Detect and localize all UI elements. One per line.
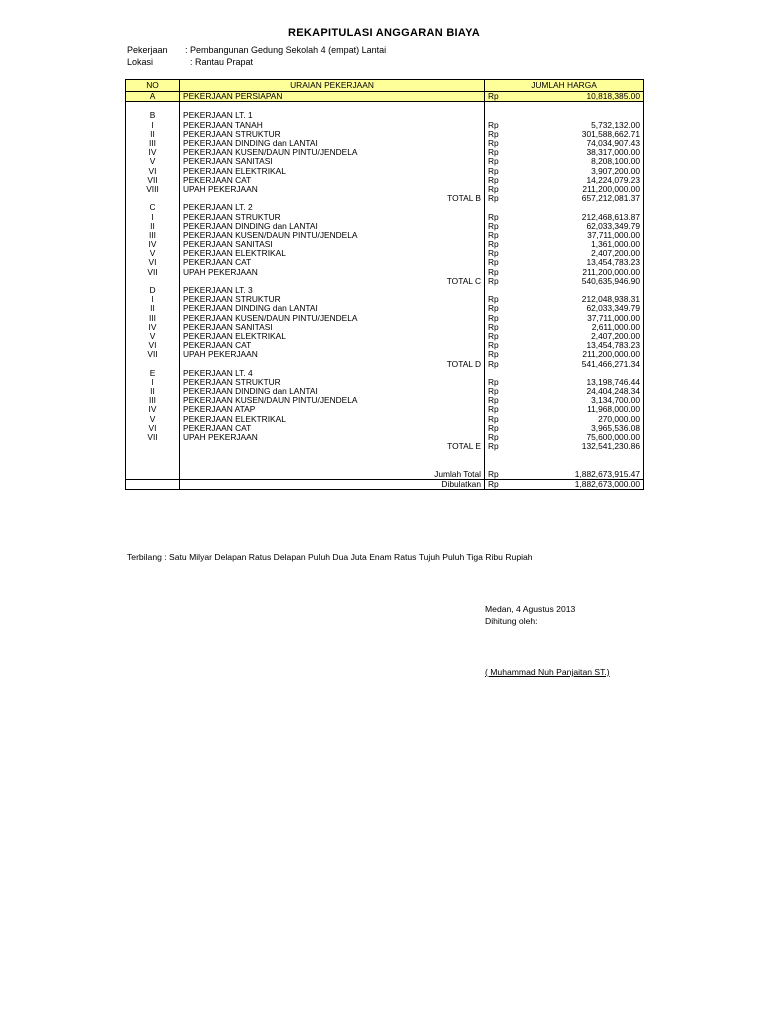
table-row [126, 304, 644, 313]
row-currency: Rp [485, 121, 521, 130]
table-row [126, 130, 644, 139]
row-number [126, 451, 180, 460]
row-currency: Rp [485, 92, 521, 102]
document-title: REKAPITULASI ANGGARAN BIAYA [287, 27, 481, 39]
row-amount: 132,541,230.86 [521, 442, 644, 451]
row-description: PEKERJAAN CAT [180, 341, 485, 350]
table-row [126, 111, 644, 120]
table-row [126, 286, 644, 295]
table-row [126, 258, 644, 267]
row-amount [521, 369, 644, 378]
table-row [126, 350, 644, 359]
row-amount: 62,033,349.79 [521, 304, 644, 313]
row-amount: 211,200,000.00 [521, 350, 644, 359]
row-amount: 270,000.00 [521, 415, 644, 424]
row-description: PEKERJAAN STRUKTUR [180, 130, 485, 139]
row-number: IV [126, 323, 180, 332]
row-number [126, 442, 180, 451]
row-number: VII [126, 268, 180, 277]
row-number: VII [126, 176, 180, 185]
row-currency [485, 369, 521, 378]
row-number [126, 461, 180, 470]
row-currency: Rp [485, 387, 521, 396]
row-number [126, 194, 180, 203]
row-number: IV [126, 405, 180, 414]
row-number: VI [126, 258, 180, 267]
row-number: D [126, 286, 180, 295]
table-body [126, 92, 644, 490]
row-currency: Rp [485, 139, 521, 148]
row-currency: Rp [485, 424, 521, 433]
row-amount: 540,635,946.90 [521, 277, 644, 286]
row-currency [485, 451, 521, 460]
table-row [126, 396, 644, 405]
row-description: PEKERJAAN LT. 1 [180, 111, 485, 120]
row-number: A [126, 92, 180, 102]
meta-label: Pekerjaan [127, 45, 168, 55]
row-number: VII [126, 350, 180, 359]
row-amount [521, 451, 644, 460]
row-amount: 1,882,673,915.47 [521, 470, 644, 480]
row-description: TOTAL E [180, 442, 485, 451]
row-amount [521, 111, 644, 120]
row-currency [485, 111, 521, 120]
meta-value: : Pembangunan Gedung Sekolah 4 (empat) Lantai [185, 45, 387, 55]
meta-pekerjaan [127, 45, 386, 55]
row-currency: Rp [485, 323, 521, 332]
table-row [126, 461, 644, 470]
row-number: E [126, 369, 180, 378]
row-description: UPAH PEKERJAAN [180, 185, 485, 194]
row-currency: Rp [485, 304, 521, 313]
row-amount: 11,968,000.00 [521, 405, 644, 414]
header-uraian-pekerjaan: URAIAN PEKERJAAN [180, 80, 485, 92]
row-description: PEKERJAAN SANITASI [180, 323, 485, 332]
table-row [126, 341, 644, 350]
row-amount: 657,212,081.37 [521, 194, 644, 203]
row-currency: Rp [485, 479, 521, 489]
row-description: Jumlah Total [180, 470, 485, 480]
row-number: III [126, 139, 180, 148]
table-total-row [126, 194, 644, 203]
row-number: V [126, 332, 180, 341]
row-description: PEKERJAAN LT. 4 [180, 369, 485, 378]
row-description: PEKERJAAN STRUKTUR [180, 378, 485, 387]
table-row [126, 231, 644, 240]
table-row [126, 249, 644, 258]
row-description: PEKERJAAN DINDING dan LANTAI [180, 304, 485, 313]
row-number [126, 277, 180, 286]
row-description: PEKERJAAN ATAP [180, 405, 485, 414]
row-amount: 13,454,783.23 [521, 341, 644, 350]
row-amount: 301,588,662.71 [521, 130, 644, 139]
row-amount [521, 102, 644, 112]
row-description: TOTAL B [180, 194, 485, 203]
meta-value: : Rantau Prapat [190, 57, 254, 67]
signature-name: ( Muhammad Nuh Panjaitan ST.) [485, 667, 610, 677]
row-description: PEKERJAAN ELEKTRIKAL [180, 167, 485, 176]
row-currency: Rp [485, 249, 521, 258]
row-amount: 1,882,673,000.00 [521, 479, 644, 489]
row-number: III [126, 396, 180, 405]
table-row [126, 268, 644, 277]
table-total-row [126, 442, 644, 451]
table-row [126, 148, 644, 157]
row-description [180, 461, 485, 470]
row-currency: Rp [485, 415, 521, 424]
table-row [126, 378, 644, 387]
row-currency: Rp [485, 295, 521, 304]
table-total-row [126, 359, 644, 368]
row-description: PEKERJAAN SANITASI [180, 240, 485, 249]
row-currency: Rp [485, 405, 521, 414]
row-number: I [126, 295, 180, 304]
table-row [126, 203, 644, 212]
table-row [126, 167, 644, 176]
row-description: PEKERJAAN ELEKTRIKAL [180, 249, 485, 258]
row-number: I [126, 121, 180, 130]
meta-lokasi [127, 57, 253, 67]
meta-label: Lokasi [127, 57, 154, 67]
row-currency: Rp [485, 359, 521, 368]
table-row [126, 415, 644, 424]
row-currency: Rp [485, 231, 521, 240]
row-number: I [126, 378, 180, 387]
row-number: III [126, 314, 180, 323]
row-amount: 212,468,613.87 [521, 212, 644, 221]
row-number: V [126, 249, 180, 258]
table-row [126, 157, 644, 166]
row-number [126, 470, 180, 480]
row-currency: Rp [485, 314, 521, 323]
row-amount: 14,224,079.23 [521, 176, 644, 185]
row-amount: 37,711,000.00 [521, 231, 644, 240]
row-description: PEKERJAAN DINDING dan LANTAI [180, 222, 485, 231]
row-amount: 541,466,271.34 [521, 359, 644, 368]
row-currency: Rp [485, 350, 521, 359]
header-no: NO [126, 80, 180, 92]
row-description: PEKERJAAN STRUKTUR [180, 295, 485, 304]
table-total-row [126, 277, 644, 286]
row-amount: 212,048,938.31 [521, 295, 644, 304]
row-amount: 3,965,536.08 [521, 424, 644, 433]
row-description: Dibulatkan [180, 479, 485, 489]
row-description: PEKERJAAN STRUKTUR [180, 212, 485, 221]
table-total-row [126, 479, 644, 489]
row-currency [485, 461, 521, 470]
row-description: PEKERJAAN TANAH [180, 121, 485, 130]
budget-recap-table [125, 79, 644, 490]
table-row [126, 332, 644, 341]
row-currency [485, 203, 521, 212]
row-amount: 75,600,000.00 [521, 433, 644, 442]
row-number [126, 102, 180, 112]
row-description: TOTAL C [180, 277, 485, 286]
row-currency: Rp [485, 470, 521, 480]
row-currency: Rp [485, 396, 521, 405]
row-description: PEKERJAAN KUSEN/DAUN PINTU/JENDELA [180, 231, 485, 240]
row-amount: 13,454,783.23 [521, 258, 644, 267]
row-number: V [126, 415, 180, 424]
row-currency: Rp [485, 341, 521, 350]
row-currency: Rp [485, 194, 521, 203]
row-number [126, 359, 180, 368]
row-currency: Rp [485, 332, 521, 341]
table-total-row [126, 470, 644, 480]
table-row [126, 387, 644, 396]
row-amount [521, 203, 644, 212]
table-row [126, 323, 644, 332]
row-number: II [126, 222, 180, 231]
row-description: PEKERJAAN DINDING dan LANTAI [180, 387, 485, 396]
row-currency: Rp [485, 212, 521, 221]
table-row [126, 295, 644, 304]
row-description: PEKERJAAN LT. 3 [180, 286, 485, 295]
row-description: PEKERJAAN CAT [180, 176, 485, 185]
row-currency: Rp [485, 148, 521, 157]
row-currency: Rp [485, 185, 521, 194]
table-row [126, 314, 644, 323]
row-description: PEKERJAAN ELEKTRIKAL [180, 332, 485, 341]
table-header-row [126, 80, 644, 92]
row-description: UPAH PEKERJAAN [180, 433, 485, 442]
row-number: VIII [126, 185, 180, 194]
row-currency [485, 102, 521, 112]
row-number: C [126, 203, 180, 212]
row-number: II [126, 130, 180, 139]
row-currency: Rp [485, 176, 521, 185]
amount-in-words: Terbilang : Satu Milyar Delapan Ratus Delapan Puluh Dua Juta Enam Ratus Tujuh Puluh Tiga Ribu Rupiah [127, 552, 533, 562]
row-currency: Rp [485, 268, 521, 277]
row-currency: Rp [485, 157, 521, 166]
row-number: VI [126, 167, 180, 176]
row-description: UPAH PEKERJAAN [180, 350, 485, 359]
row-number [126, 479, 180, 489]
row-currency: Rp [485, 222, 521, 231]
row-amount: 37,711,000.00 [521, 314, 644, 323]
row-number: B [126, 111, 180, 120]
row-amount: 211,200,000.00 [521, 185, 644, 194]
row-amount: 8,208,100.00 [521, 157, 644, 166]
row-description: PEKERJAAN KUSEN/DAUN PINTU/JENDELA [180, 396, 485, 405]
row-currency: Rp [485, 258, 521, 267]
table-row [126, 222, 644, 231]
row-number: I [126, 212, 180, 221]
row-description: TOTAL D [180, 359, 485, 368]
row-description [180, 451, 485, 460]
row-currency: Rp [485, 240, 521, 249]
table-row [126, 451, 644, 460]
row-description: PEKERJAAN CAT [180, 258, 485, 267]
row-currency [485, 286, 521, 295]
row-description: PEKERJAAN CAT [180, 424, 485, 433]
row-amount: 24,404,248.34 [521, 387, 644, 396]
row-description: UPAH PEKERJAAN [180, 268, 485, 277]
table-row [126, 185, 644, 194]
row-number: II [126, 387, 180, 396]
row-description: PEKERJAAN ELEKTRIKAL [180, 415, 485, 424]
row-currency: Rp [485, 442, 521, 451]
row-amount: 1,361,000.00 [521, 240, 644, 249]
table-row [126, 240, 644, 249]
row-currency: Rp [485, 130, 521, 139]
row-description: PEKERJAAN KUSEN/DAUN PINTU/JENDELA [180, 314, 485, 323]
row-description: PEKERJAAN KUSEN/DAUN PINTU/JENDELA [180, 148, 485, 157]
row-description: PEKERJAAN SANITASI [180, 157, 485, 166]
row-amount: 2,611,000.00 [521, 323, 644, 332]
row-amount: 2,407,200.00 [521, 249, 644, 258]
signature-date: Medan, 4 Agustus 2013 [485, 604, 576, 614]
row-amount: 5,732,132.00 [521, 121, 644, 130]
row-description [180, 102, 485, 112]
row-number: V [126, 157, 180, 166]
row-currency: Rp [485, 378, 521, 387]
row-amount: 74,034,907.43 [521, 139, 644, 148]
row-number: VII [126, 433, 180, 442]
row-amount [521, 286, 644, 295]
table-row [126, 433, 644, 442]
row-number: IV [126, 148, 180, 157]
table-row [126, 139, 644, 148]
row-amount: 38,317,000.00 [521, 148, 644, 157]
row-amount [521, 461, 644, 470]
table-row [126, 424, 644, 433]
row-amount: 10,818,385.00 [521, 92, 644, 102]
row-amount: 211,200,000.00 [521, 268, 644, 277]
row-amount: 2,407,200.00 [521, 332, 644, 341]
row-number: IV [126, 240, 180, 249]
row-currency: Rp [485, 167, 521, 176]
signature-label: Dihitung oleh: [485, 616, 538, 626]
row-number: VI [126, 341, 180, 350]
row-number: II [126, 304, 180, 313]
table-row [126, 405, 644, 414]
table-row [126, 369, 644, 378]
table-row [126, 102, 644, 112]
row-description: PEKERJAAN DINDING dan LANTAI [180, 139, 485, 148]
table-row [126, 92, 644, 102]
table-row [126, 176, 644, 185]
row-amount: 62,033,349.79 [521, 222, 644, 231]
row-amount: 3,134,700.00 [521, 396, 644, 405]
row-description: PEKERJAAN LT. 2 [180, 203, 485, 212]
row-number: III [126, 231, 180, 240]
row-amount: 3,907,200.00 [521, 167, 644, 176]
row-currency: Rp [485, 433, 521, 442]
table-row [126, 212, 644, 221]
row-amount: 13,198,746.44 [521, 378, 644, 387]
row-currency: Rp [485, 277, 521, 286]
table-row [126, 121, 644, 130]
row-description: PEKERJAAN PERSIAPAN [180, 92, 485, 102]
header-jumlah-harga: JUMLAH HARGA [485, 80, 644, 92]
row-number: VI [126, 424, 180, 433]
